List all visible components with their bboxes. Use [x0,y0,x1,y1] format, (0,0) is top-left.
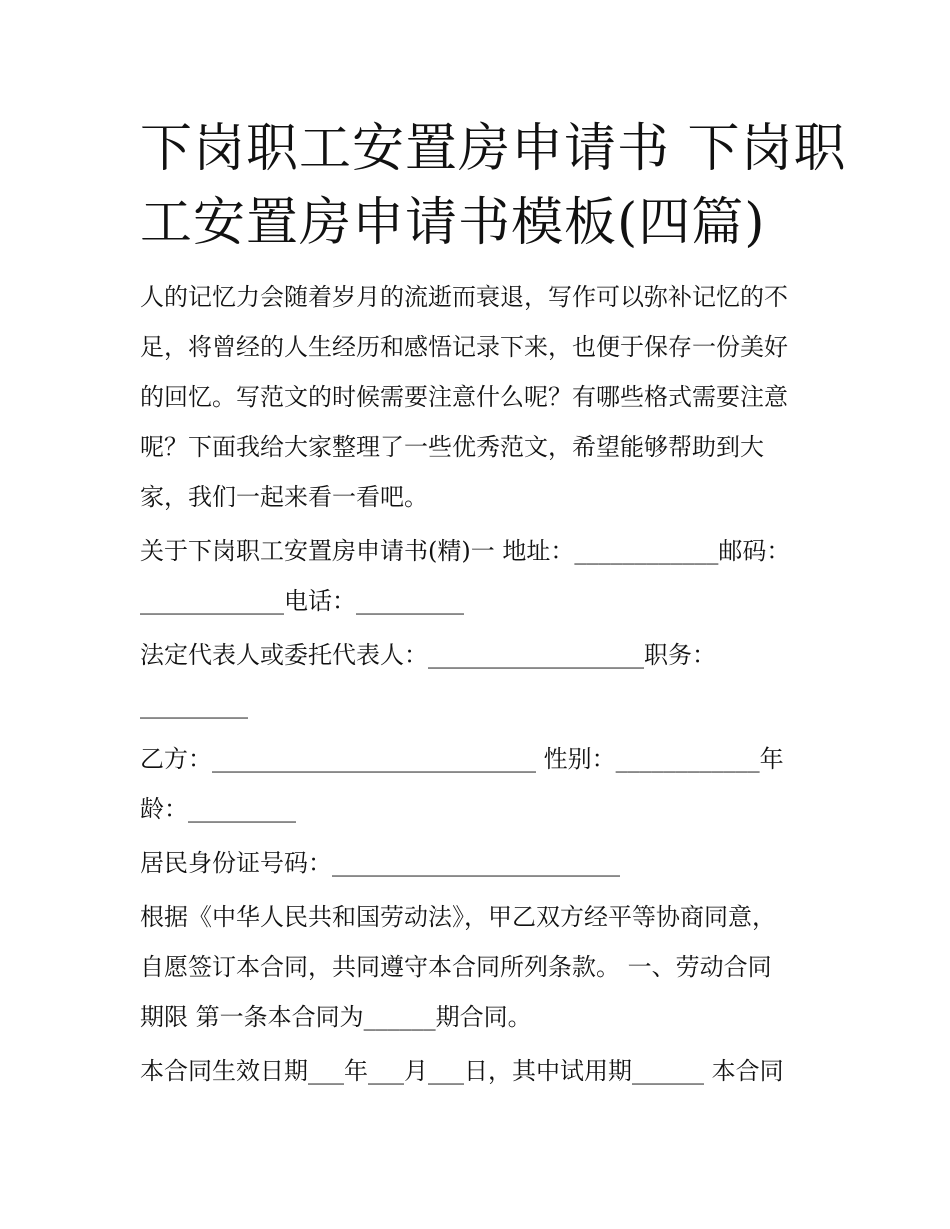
text-line: ____________电话：_________ [140,587,464,615]
party-b-paragraph [140,734,820,834]
address-paragraph [140,526,820,626]
text-line: 本合同生效日期___年___月___日，其中试用期______ 本合同 [140,1057,784,1085]
text-line: 乙方：___________________________ 性别：____________年 [140,745,784,773]
text-line: 法定代表人或委托代表人：__________________职务： [140,641,716,669]
id-number-paragraph [140,838,820,888]
text-line: 的回忆。写范文的时候需要注意什么呢？有哪些格式需要注意 [140,383,788,411]
text-line: _________ [140,691,248,719]
document-title [140,112,847,260]
text-line: 足，将曾经的人生经历和感悟记录下来，也便于保存一份美好 [140,333,788,361]
text-line: 居民身份证号码：________________________ [140,849,620,877]
text-line: 期限 第一条本合同为______期合同。 [140,1003,532,1031]
text-line: 根据《中华人民共和国劳动法》，甲乙双方经平等协商同意， [140,903,776,931]
text-line: 关于下岗职工安置房申请书(精)一 地址：____________邮码： [140,537,791,565]
document-body [140,272,820,1100]
text-line: 自愿签订本合同，共同遵守本合同所列条款。 一、劳动合同 [140,953,772,981]
text-line: 人的记忆力会随着岁月的流逝而衰退，写作可以弥补记忆的不 [140,283,788,311]
title-line: 下岗职工安置房申请书 下岗职 [140,119,847,179]
labor-law-paragraph [140,892,820,1042]
title-line: 工安置房申请书模板(四篇) [140,193,766,253]
text-line: 龄：_________ [140,795,296,823]
text-line: 呢？下面我给大家整理了一些优秀范文，希望能够帮助到大 [140,433,764,461]
representative-paragraph [140,630,820,730]
effective-date-paragraph [140,1046,820,1096]
intro-paragraph [140,272,820,522]
text-line: 家，我们一起来看一看吧。 [140,483,428,511]
